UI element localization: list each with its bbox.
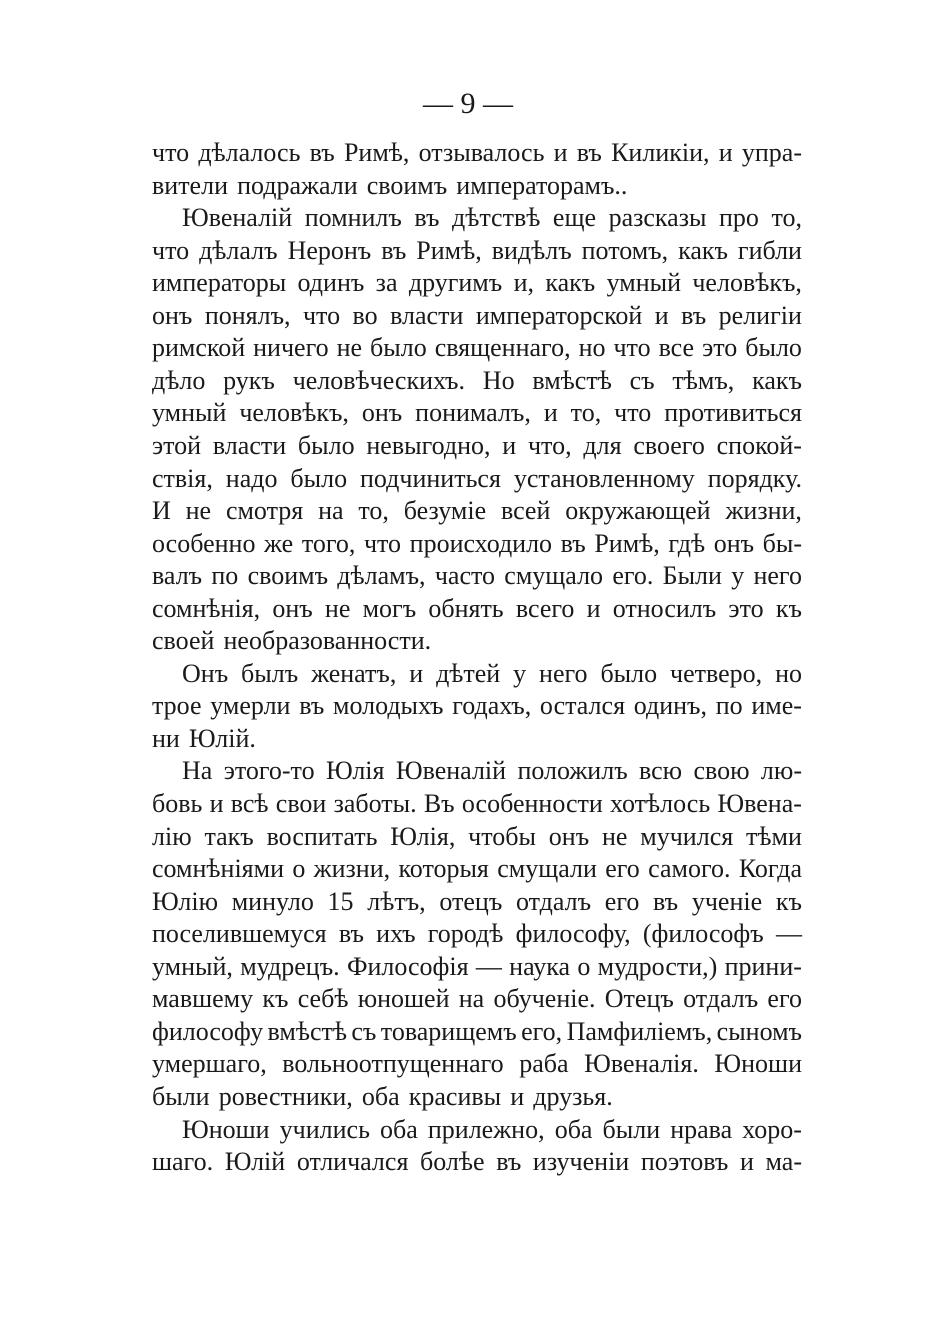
text-line: бовь и всѣ свои заботы. Въ особенности хотѣлось Ювена-: [152, 789, 802, 818]
text-line: сомнѣніями о жизни, которыя смущали его самого. Когда: [152, 854, 802, 884]
text-line: своей необразованности.: [152, 626, 432, 656]
text-line: поселившемуся въ ихъ городѣ философу, (философъ —: [152, 919, 802, 949]
text-line: римской ничего не было священнаго, но что все это было: [152, 333, 802, 363]
text-line: дѣло рукъ человѣческихъ. Но вмѣстѣ съ тѣмъ, какъ: [152, 365, 802, 395]
text-line: мавшему къ себѣ юношей на обученіе. Отецъ отдалъ его: [152, 984, 802, 1014]
text-line: умный, мудрецъ. Философія — наука о мудрости,) прини-: [152, 951, 802, 981]
text-line: ствія, надо было подчиниться установленному порядку.: [152, 463, 802, 493]
page-number: — 9 —: [423, 87, 513, 120]
text-line: Онъ былъ женатъ, и дѣтей у него было четверо, но: [182, 658, 802, 688]
text-line: шаго. Юлій отличался болѣе въ изученіи поэтовъ и ма-: [152, 1147, 802, 1177]
text-line: лію такъ воспитать Юлія, чтобы онъ не мучился тѣми: [152, 821, 802, 851]
text-line: этой власти было невыгодно, и что, для своего спокой-: [152, 430, 802, 460]
text-line: онъ понялъ, что во власти императорской и въ религіи: [152, 300, 802, 330]
text-line: сомнѣнія, онъ не могъ обнять всего и относилъ это къ: [152, 593, 802, 623]
text-line: умный человѣкъ, онъ понималъ, и то, что противиться: [152, 398, 802, 428]
text-line: что дѣлалъ Неронъ въ Римѣ, видѣлъ потомъ, какъ гибли: [152, 235, 802, 265]
text-line: Юлію минуло 15 лѣтъ, отецъ отдалъ его въ ученіе къ: [152, 886, 802, 916]
text-line: На этого-то Юлія Ювеналій положилъ всю свою лю-: [182, 756, 802, 786]
text-line: что дѣлалось въ Римѣ, отзывалось и въ Киликіи, и упра-: [152, 138, 802, 167]
text-line: Юноши учились оба прилежно, оба были нрава хоро-: [182, 1114, 802, 1144]
text-line: трое умерли въ молодыхъ годахъ, остался одинъ, по име-: [152, 691, 802, 721]
text-line: умершаго, вольноотпущеннаго раба Ювеналія. Юноши: [152, 1049, 802, 1079]
text-line: были ровестники, оба красивы и друзья.: [152, 1081, 613, 1111]
text-line: особенно же того, что происходило въ Римѣ, гдѣ онъ бы-: [152, 528, 802, 558]
text-line: валъ по своимъ дѣламъ, часто смущало его. Были у него: [152, 561, 802, 591]
text-line: И не смотря на то, безуміе всей окружающей жизни,: [152, 496, 802, 526]
text-line: вители подражали своимъ императорамъ..: [152, 170, 628, 200]
text-line: ни Юлій.: [152, 723, 256, 753]
text-line: императоры одинъ за другимъ и, какъ умный человѣкъ,: [152, 268, 802, 298]
text-line: Ювеналій помнилъ въ дѣтствѣ еще разсказы про то,: [182, 203, 802, 233]
text-line: философу вмѣстѣ съ товарищемъ его, Памфиліемъ, сыномъ: [152, 1016, 802, 1046]
